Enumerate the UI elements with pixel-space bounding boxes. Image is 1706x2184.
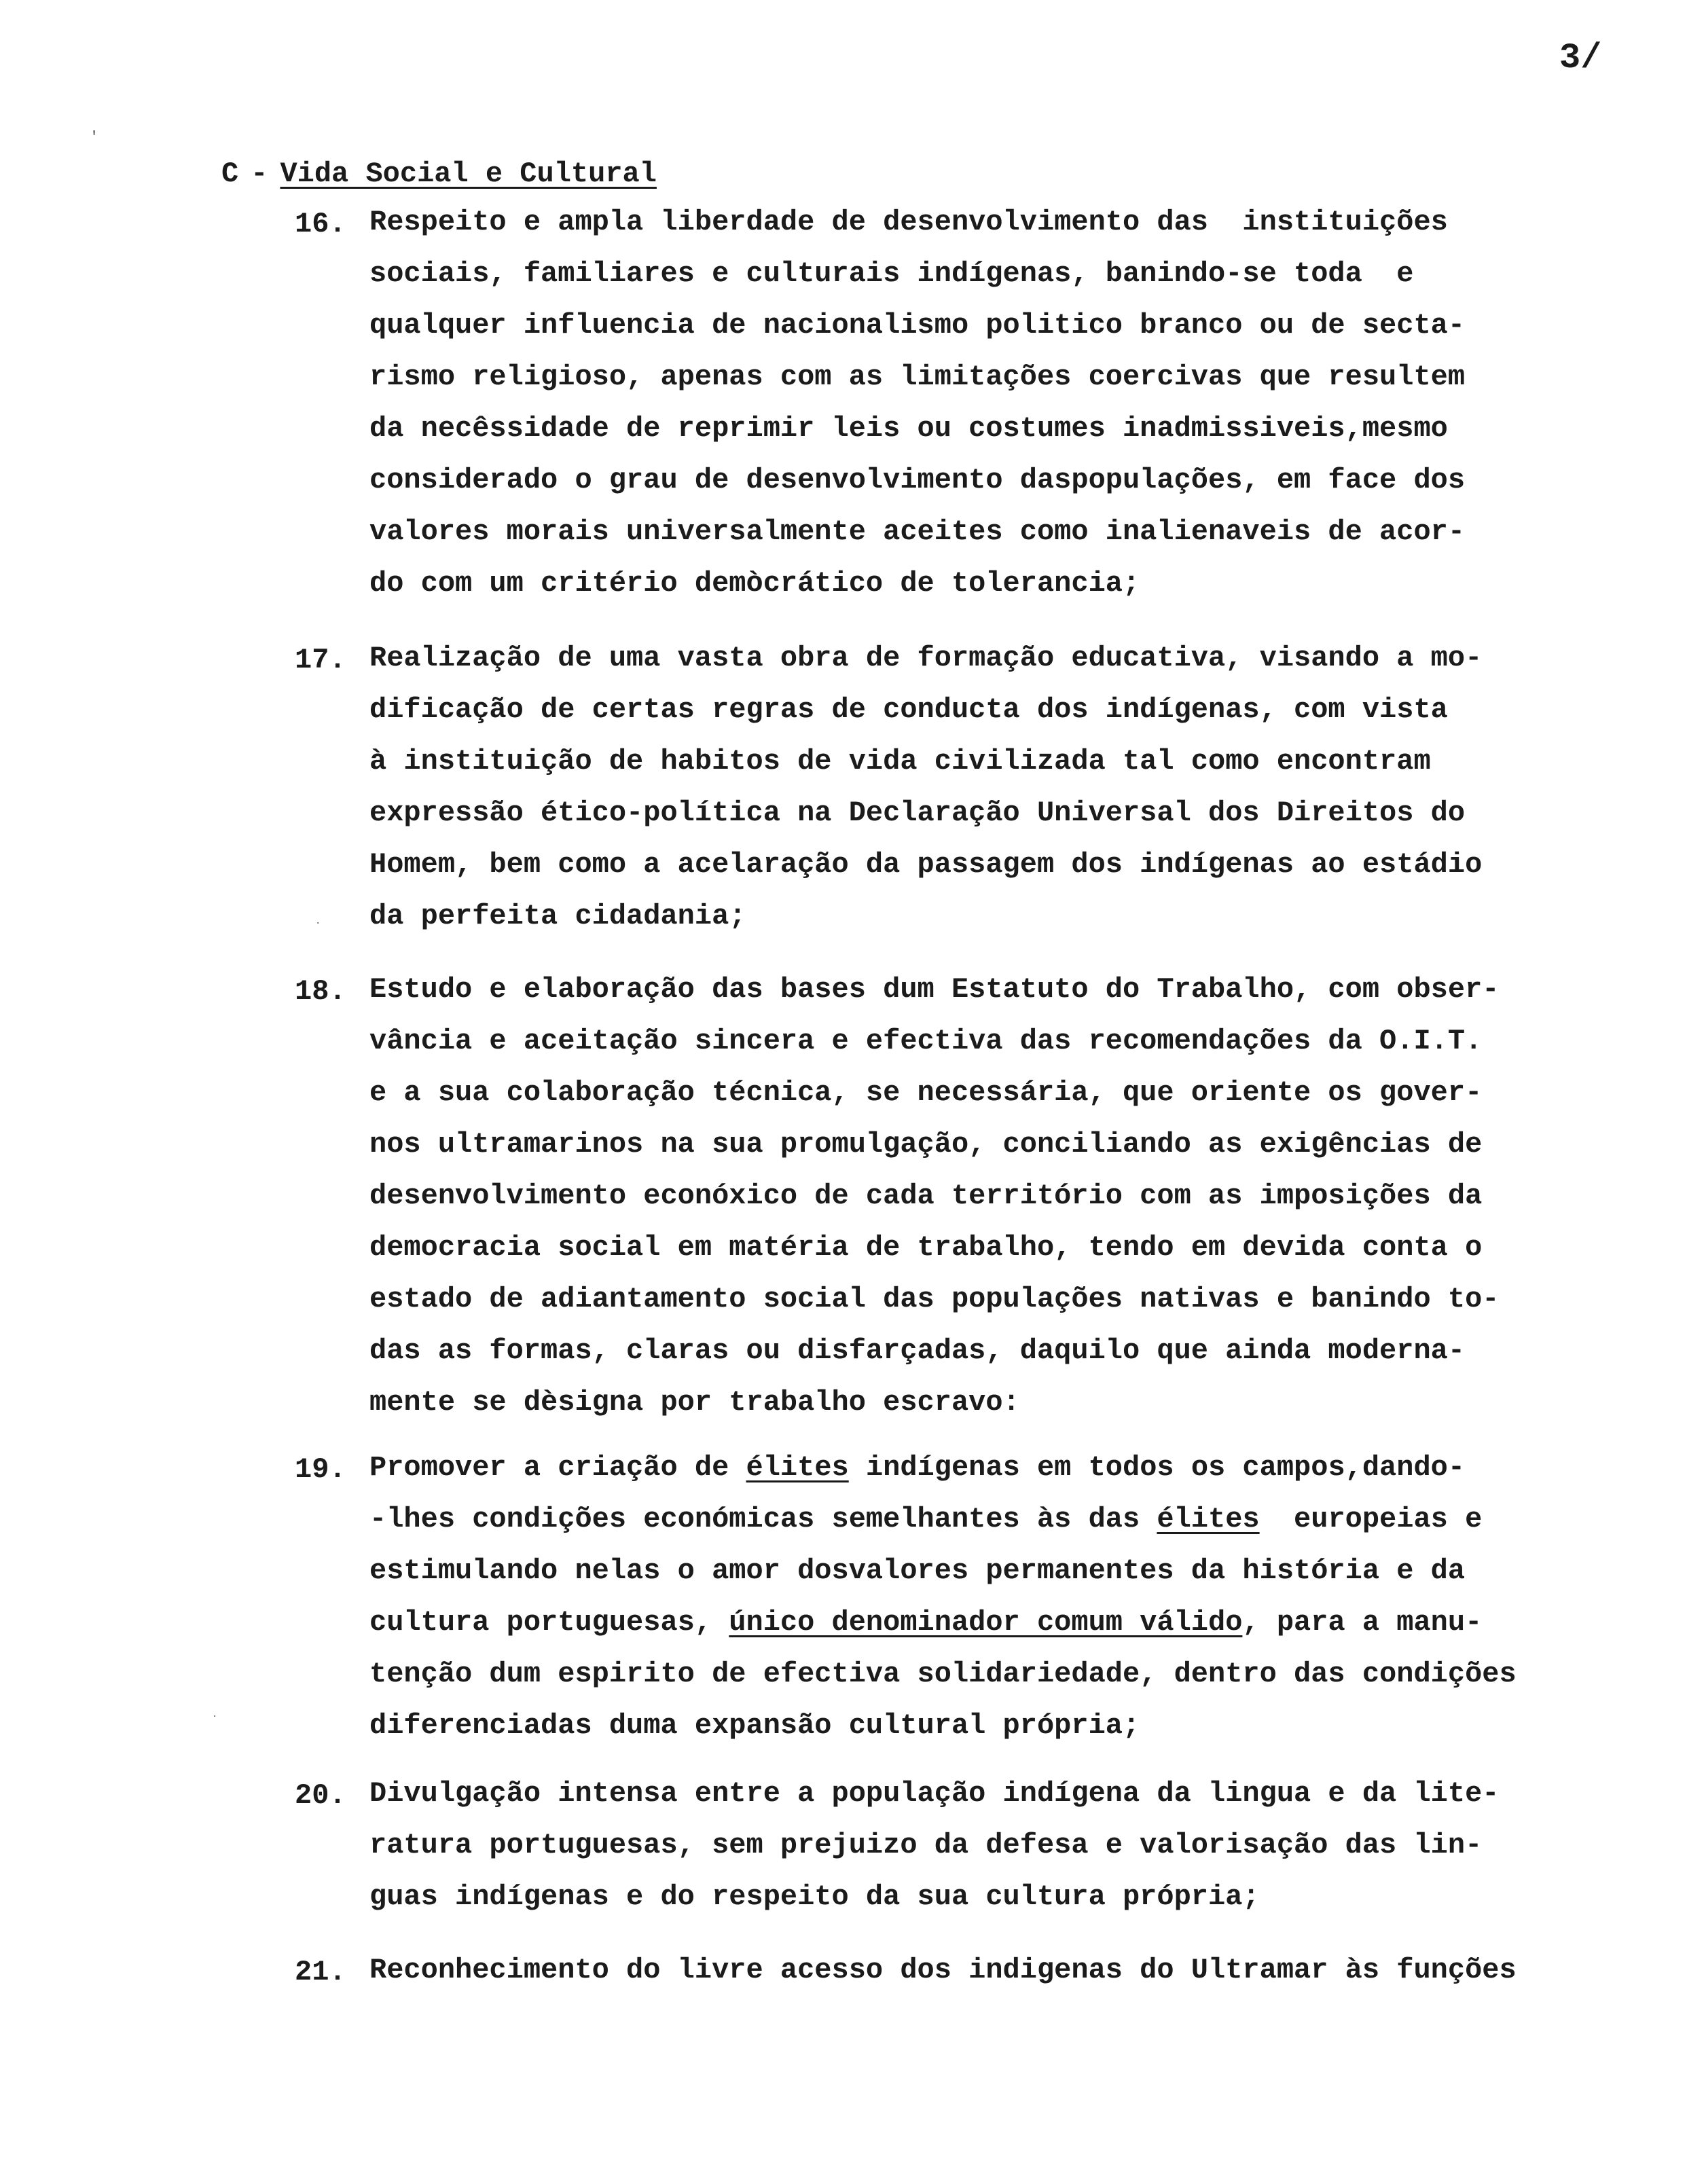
item-line: desenvolvimento econóxico de cada território com as imposições da: [369, 1180, 1483, 1212]
underlined-term: élites: [1157, 1503, 1260, 1535]
section-dash: -: [251, 158, 268, 190]
item-number: 18.: [295, 975, 346, 1008]
item-line: expressão ético-política na Declaração Universal dos Direitos do: [369, 797, 1466, 829]
item-line: Promover a criação de élites indígenas em todos os campos,dando-: [369, 1451, 1466, 1484]
section-letter: C: [221, 158, 239, 190]
item-line: da perfeita cidadania;: [369, 900, 746, 932]
item-line: à instituição de habitos de vida civilizada tal como encontram: [369, 745, 1431, 778]
item-line: guas indígenas e do respeito da sua cultura própria;: [369, 1880, 1260, 1913]
section-heading: [221, 158, 657, 190]
item-line: sociais, familiares e culturais indígenas, banindo-se toda e: [369, 257, 1414, 290]
item-line: diferenciadas duma expansão cultural própria;: [369, 1709, 1140, 1742]
item-number: 17.: [295, 644, 346, 676]
underlined-term: élites: [746, 1451, 849, 1484]
item-line: nos ultramarinos na sua promulgação, conciliando as exigências de: [369, 1128, 1483, 1161]
item-line: -lhes condições económicas semelhantes às das élites europeias e: [369, 1503, 1483, 1535]
section-title: Vida Social e Cultural: [280, 158, 657, 190]
page-number: 3/: [1559, 38, 1602, 78]
item-line: estado de adiantamento social das populações nativas e banindo to-: [369, 1283, 1500, 1315]
item-line: do com um critério demòcrático de tolerancia;: [369, 567, 1140, 600]
item-line: tenção dum espirito de efectiva solidariedade, dentro das condições: [369, 1658, 1517, 1690]
item-line: rismo religioso, apenas com as limitações coercivas que resultem: [369, 361, 1466, 393]
item-number: 20.: [295, 1779, 346, 1812]
item-line: Divulgação intensa entre a população indígena da lingua e da lite-: [369, 1777, 1500, 1810]
item-line: da necêssidade de reprimir leis ou costumes inadmissiveis,mesmo: [369, 412, 1448, 445]
item-line: das as formas, claras ou disfarçadas, daquilo que ainda moderna-: [369, 1334, 1466, 1367]
scan-speck: ': [90, 129, 99, 146]
item-line: cultura portuguesas, único denominador comum válido, para a manu-: [369, 1606, 1483, 1639]
scan-speck: ·: [212, 1711, 218, 1722]
item-line: valores morais universalmente aceites como inalienaveis de acor-: [369, 515, 1466, 548]
item-line: mente se dèsigna por trabalho escravo:: [369, 1386, 1020, 1419]
item-number: 19.: [295, 1453, 346, 1486]
item-line: e a sua colaboração técnica, se necessária, que oriente os gover-: [369, 1076, 1483, 1109]
item-line: Realização de uma vasta obra de formação educativa, visando a mo-: [369, 642, 1483, 674]
item-number: 21.: [295, 1956, 346, 1988]
item-line: Estudo e elaboração das bases dum Estatuto do Trabalho, com obser-: [369, 973, 1500, 1006]
item-line: democracia social em matéria de trabalho, tendo em devida conta o: [369, 1231, 1483, 1264]
item-number: 16.: [295, 208, 346, 240]
scan-speck: ·: [315, 918, 321, 929]
item-line: Homem, bem como a acelaração da passagem dos indígenas ao estádio: [369, 848, 1483, 881]
item-line: Respeito e ampla liberdade de desenvolvimento das instituições: [369, 206, 1448, 238]
item-line: considerado o grau de desenvolvimento daspopulações, em face dos: [369, 464, 1466, 496]
item-line: qualquer influencia de nacionalismo politico branco ou de secta-: [369, 309, 1466, 342]
item-line: dificação de certas regras de conducta dos indígenas, com vista: [369, 693, 1448, 726]
underlined-term: único denominador comum válido: [729, 1606, 1243, 1639]
item-line: Reconhecimento do livre acesso dos indigenas do Ultramar às funções: [369, 1954, 1517, 1986]
item-line: vância e aceitação sincera e efectiva das recomendações da O.I.T.: [369, 1025, 1483, 1057]
item-line: ratura portuguesas, sem prejuizo da defesa e valorisação das lin-: [369, 1829, 1483, 1861]
item-line: estimulando nelas o amor dosvalores permanentes da história e da: [369, 1554, 1466, 1587]
